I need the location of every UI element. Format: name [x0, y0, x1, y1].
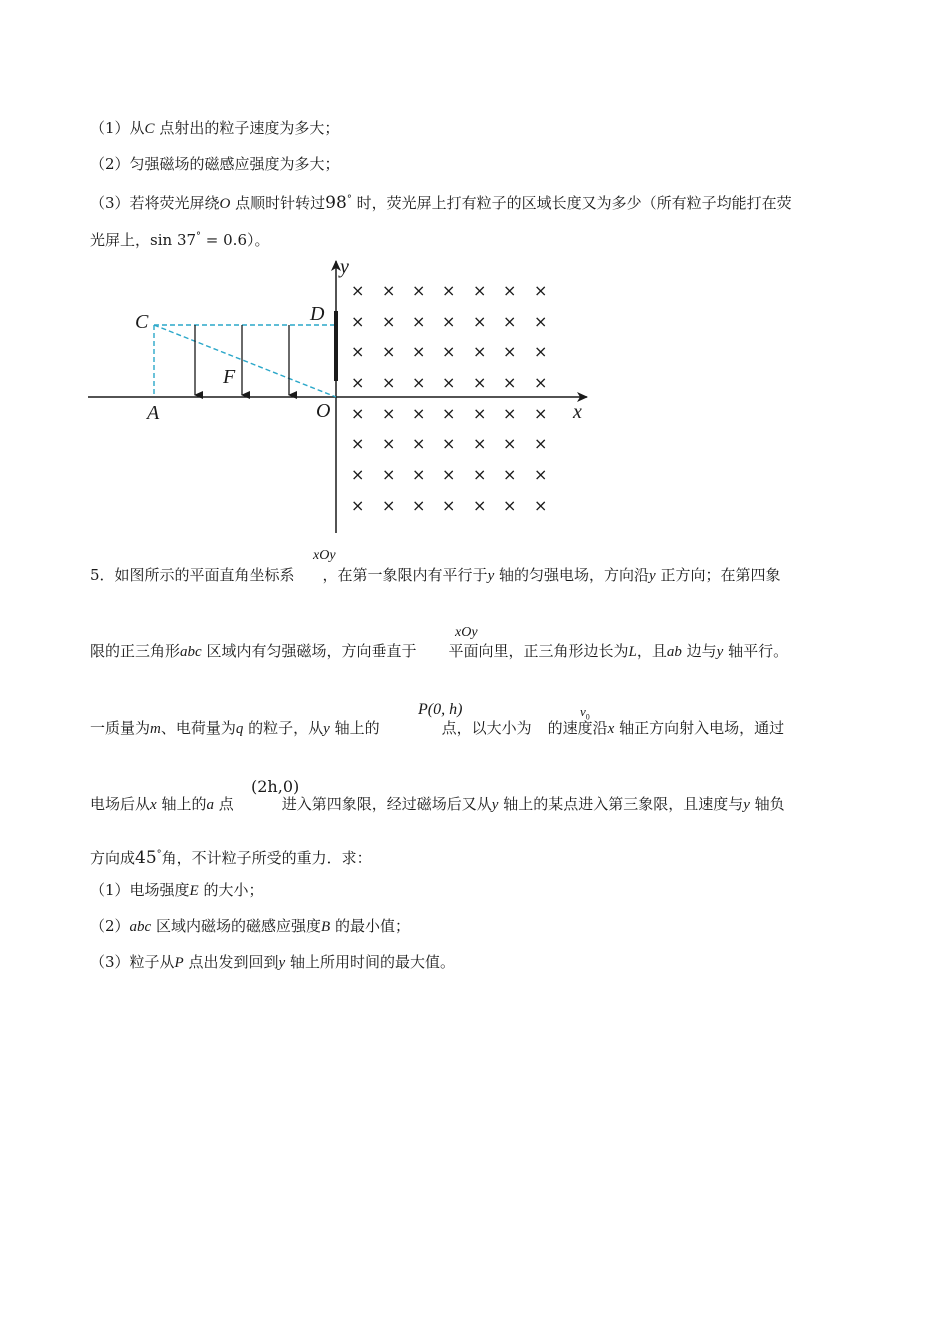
var-y: y — [491, 797, 499, 813]
var-q: q — [235, 721, 244, 737]
field-cross-6-3: × — [442, 465, 456, 484]
field-cross-0-1: × — [382, 281, 396, 300]
field-cross-4-4: × — [473, 404, 487, 423]
var-y: y — [743, 797, 750, 813]
field-cross-3-2: × — [412, 373, 426, 392]
q4-sub3 — [90, 190, 792, 214]
text: 一质量为 — [90, 719, 151, 737]
field-cross-2-0: × — [351, 342, 365, 361]
text: 点射出的粒子速度为多大； — [154, 119, 340, 137]
degree: ° — [196, 231, 202, 242]
field-cross-2-2: × — [412, 342, 426, 361]
angle-value: 45 — [135, 848, 157, 868]
text: 的粒子，从 — [243, 719, 324, 737]
label-y: y — [340, 256, 349, 278]
text: 轴的匀强电场，方向沿 — [494, 566, 650, 584]
text: 点顺时针转过 — [230, 194, 326, 212]
field-cross-2-4: × — [473, 342, 487, 361]
field-cross-6-4: × — [473, 465, 487, 484]
q5-line5 — [90, 845, 372, 868]
var-b: B — [321, 919, 331, 935]
text: 轴正方向射入电场，通过 — [614, 719, 785, 737]
text: 轴上的某点进入第三象限，且速度与 — [498, 795, 744, 813]
text: 电场后从 — [90, 795, 151, 813]
var-xoy: xOy — [313, 548, 336, 563]
var-y: y — [649, 568, 656, 584]
field-cross-0-5: × — [503, 281, 517, 300]
var-y: y — [716, 644, 724, 660]
field-cross-0-0: × — [351, 281, 365, 300]
text: 光屏上， — [90, 231, 151, 249]
field-cross-5-2: × — [412, 434, 426, 453]
text: （1）电场强度 — [90, 881, 190, 899]
field-cross-4-1: × — [382, 404, 396, 423]
field-cross-4-3: × — [442, 404, 456, 423]
field-cross-7-0: × — [351, 496, 365, 515]
text: 的速度沿 — [547, 719, 608, 737]
field-cross-1-4: × — [473, 312, 487, 331]
text: ）。 — [247, 231, 270, 249]
text: 轴负 — [749, 795, 785, 813]
text: 区域内磁场的磁感应强度 — [151, 917, 321, 935]
field-cross-4-6: × — [534, 404, 548, 423]
field-cross-3-4: × — [473, 373, 487, 392]
text: 的大小； — [198, 881, 264, 899]
var-y: y — [487, 568, 495, 584]
text: 正方向；在第四象 — [655, 566, 781, 584]
degree: ° — [346, 194, 352, 205]
field-cross-4-2: × — [412, 404, 426, 423]
field-cross-1-6: × — [534, 312, 548, 331]
field-cross-7-2: × — [412, 496, 426, 515]
var-o: O — [219, 196, 231, 212]
text: 区域内有匀强磁场，方向垂直于 — [201, 642, 417, 660]
q5-sub3 — [90, 952, 455, 973]
var-y: y — [323, 721, 330, 737]
q5-line1 — [90, 565, 780, 586]
label-a: A — [147, 402, 160, 424]
field-cross-5-5: × — [503, 434, 517, 453]
text: 点 — [213, 795, 234, 813]
magnetic-field-crosses — [351, 281, 547, 515]
q4-sub3-cont — [90, 227, 270, 250]
field-cross-6-2: × — [412, 465, 426, 484]
text: 的最小值； — [330, 917, 410, 935]
text: 轴上所用时间的最大值。 — [285, 953, 455, 971]
var-l: L — [628, 644, 637, 660]
subscript-zero: 0 — [585, 712, 590, 722]
field-cross-0-3: × — [442, 281, 456, 300]
text: 时，荧光屏上打有粒子的区域长度又为多少（所有粒子均能打在荧 — [351, 194, 792, 212]
var-ab: ab — [666, 644, 682, 660]
field-cross-2-5: × — [503, 342, 517, 361]
label-c: C — [135, 311, 149, 333]
text: 5．如图所示的平面直角坐标系 — [90, 566, 295, 584]
field-cross-6-0: × — [351, 465, 365, 484]
label-f: F — [223, 366, 236, 388]
var-x: x — [150, 797, 157, 813]
var-a: a — [206, 797, 214, 813]
text: ，且 — [636, 642, 667, 660]
field-cross-1-5: × — [503, 312, 517, 331]
field-cross-6-6: × — [534, 465, 548, 484]
field-cross-0-4: × — [473, 281, 487, 300]
field-cross-5-1: × — [382, 434, 396, 453]
point-a-coord: (2h,0) — [251, 777, 300, 796]
q4-sub2 — [90, 154, 340, 174]
point-p: P(0, h) — [418, 701, 463, 718]
text: 平面向里，正三角形边长为 — [448, 642, 629, 660]
var-xoy: xOy — [455, 625, 478, 640]
text: 角，不计粒子所受的重力．求： — [161, 849, 372, 867]
field-cross-5-4: × — [473, 434, 487, 453]
text: （3）若将荧光屏绕 — [90, 194, 220, 212]
var-p: P — [174, 955, 184, 971]
field-cross-2-6: × — [534, 342, 548, 361]
field-cross-6-5: × — [503, 465, 517, 484]
field-cross-6-1: × — [382, 465, 396, 484]
text: （1）从 — [90, 119, 145, 137]
field-cross-1-3: × — [442, 312, 456, 331]
field-cross-4-5: × — [503, 404, 517, 423]
var-x: x — [607, 721, 615, 737]
field-cross-2-3: × — [442, 342, 456, 361]
field-cross-3-5: × — [503, 373, 517, 392]
angle-value: 98 — [325, 193, 347, 213]
text: （3）粒子从 — [90, 953, 175, 971]
text: 点出发到回到 — [183, 953, 279, 971]
degree: ° — [156, 849, 162, 860]
var-c: C — [144, 121, 155, 137]
q4-sub1 — [90, 118, 339, 139]
text: ，在第一象限内有平行于 — [322, 566, 488, 584]
field-cross-4-0: × — [351, 404, 365, 423]
var-y: y — [278, 955, 286, 971]
field-cross-3-1: × — [382, 373, 396, 392]
var-m: m — [150, 721, 161, 737]
text: 点，以大小为 — [441, 719, 532, 737]
field-cross-3-0: × — [351, 373, 365, 392]
var-e: E — [189, 883, 199, 899]
dashed-co — [154, 325, 336, 397]
text: 、电荷量为 — [160, 719, 236, 737]
field-cross-2-1: × — [382, 342, 396, 361]
text: 进入第四象限，经过磁场后又从 — [281, 795, 492, 813]
field-cross-5-0: × — [351, 434, 365, 453]
label-x: x — [573, 401, 582, 423]
text: 边与 — [681, 642, 717, 660]
field-cross-1-0: × — [351, 312, 365, 331]
field-cross-5-6: × — [534, 434, 548, 453]
field-cross-7-5: × — [503, 496, 517, 515]
q5-sub2 — [90, 916, 410, 937]
var-abc: abc — [129, 919, 152, 935]
var-abc: abc — [180, 644, 202, 660]
text: （2） — [90, 917, 130, 935]
text: （2）匀强磁场的磁感应强度为多大； — [90, 155, 340, 173]
sin-expr: sin 37 — [150, 231, 197, 249]
field-cross-7-1: × — [382, 496, 396, 515]
equals-value: = 0.6 — [201, 231, 247, 249]
q5-line3 — [90, 718, 784, 739]
text: 方向成 — [90, 849, 136, 867]
field-cross-1-1: × — [382, 312, 396, 331]
field-cross-3-3: × — [442, 373, 456, 392]
field-cross-7-4: × — [473, 496, 487, 515]
label-d: D — [310, 303, 325, 325]
q5-line4 — [90, 794, 785, 815]
text: 轴平行。 — [723, 642, 789, 660]
field-cross-1-2: × — [412, 312, 426, 331]
field-cross-7-6: × — [534, 496, 548, 515]
physics-figure — [85, 255, 605, 540]
field-cross-5-3: × — [442, 434, 456, 453]
label-o: O — [316, 400, 331, 422]
field-cross-7-3: × — [442, 496, 456, 515]
text: 限的正三角形 — [90, 642, 181, 660]
field-cross-3-6: × — [534, 373, 548, 392]
q5-line2 — [90, 641, 788, 662]
text: 轴上的 — [156, 795, 207, 813]
q5-sub1 — [90, 880, 264, 901]
field-cross-0-2: × — [412, 281, 426, 300]
text: 轴上的 — [329, 719, 380, 737]
var-v: v — [580, 704, 586, 719]
field-cross-0-6: × — [534, 281, 548, 300]
